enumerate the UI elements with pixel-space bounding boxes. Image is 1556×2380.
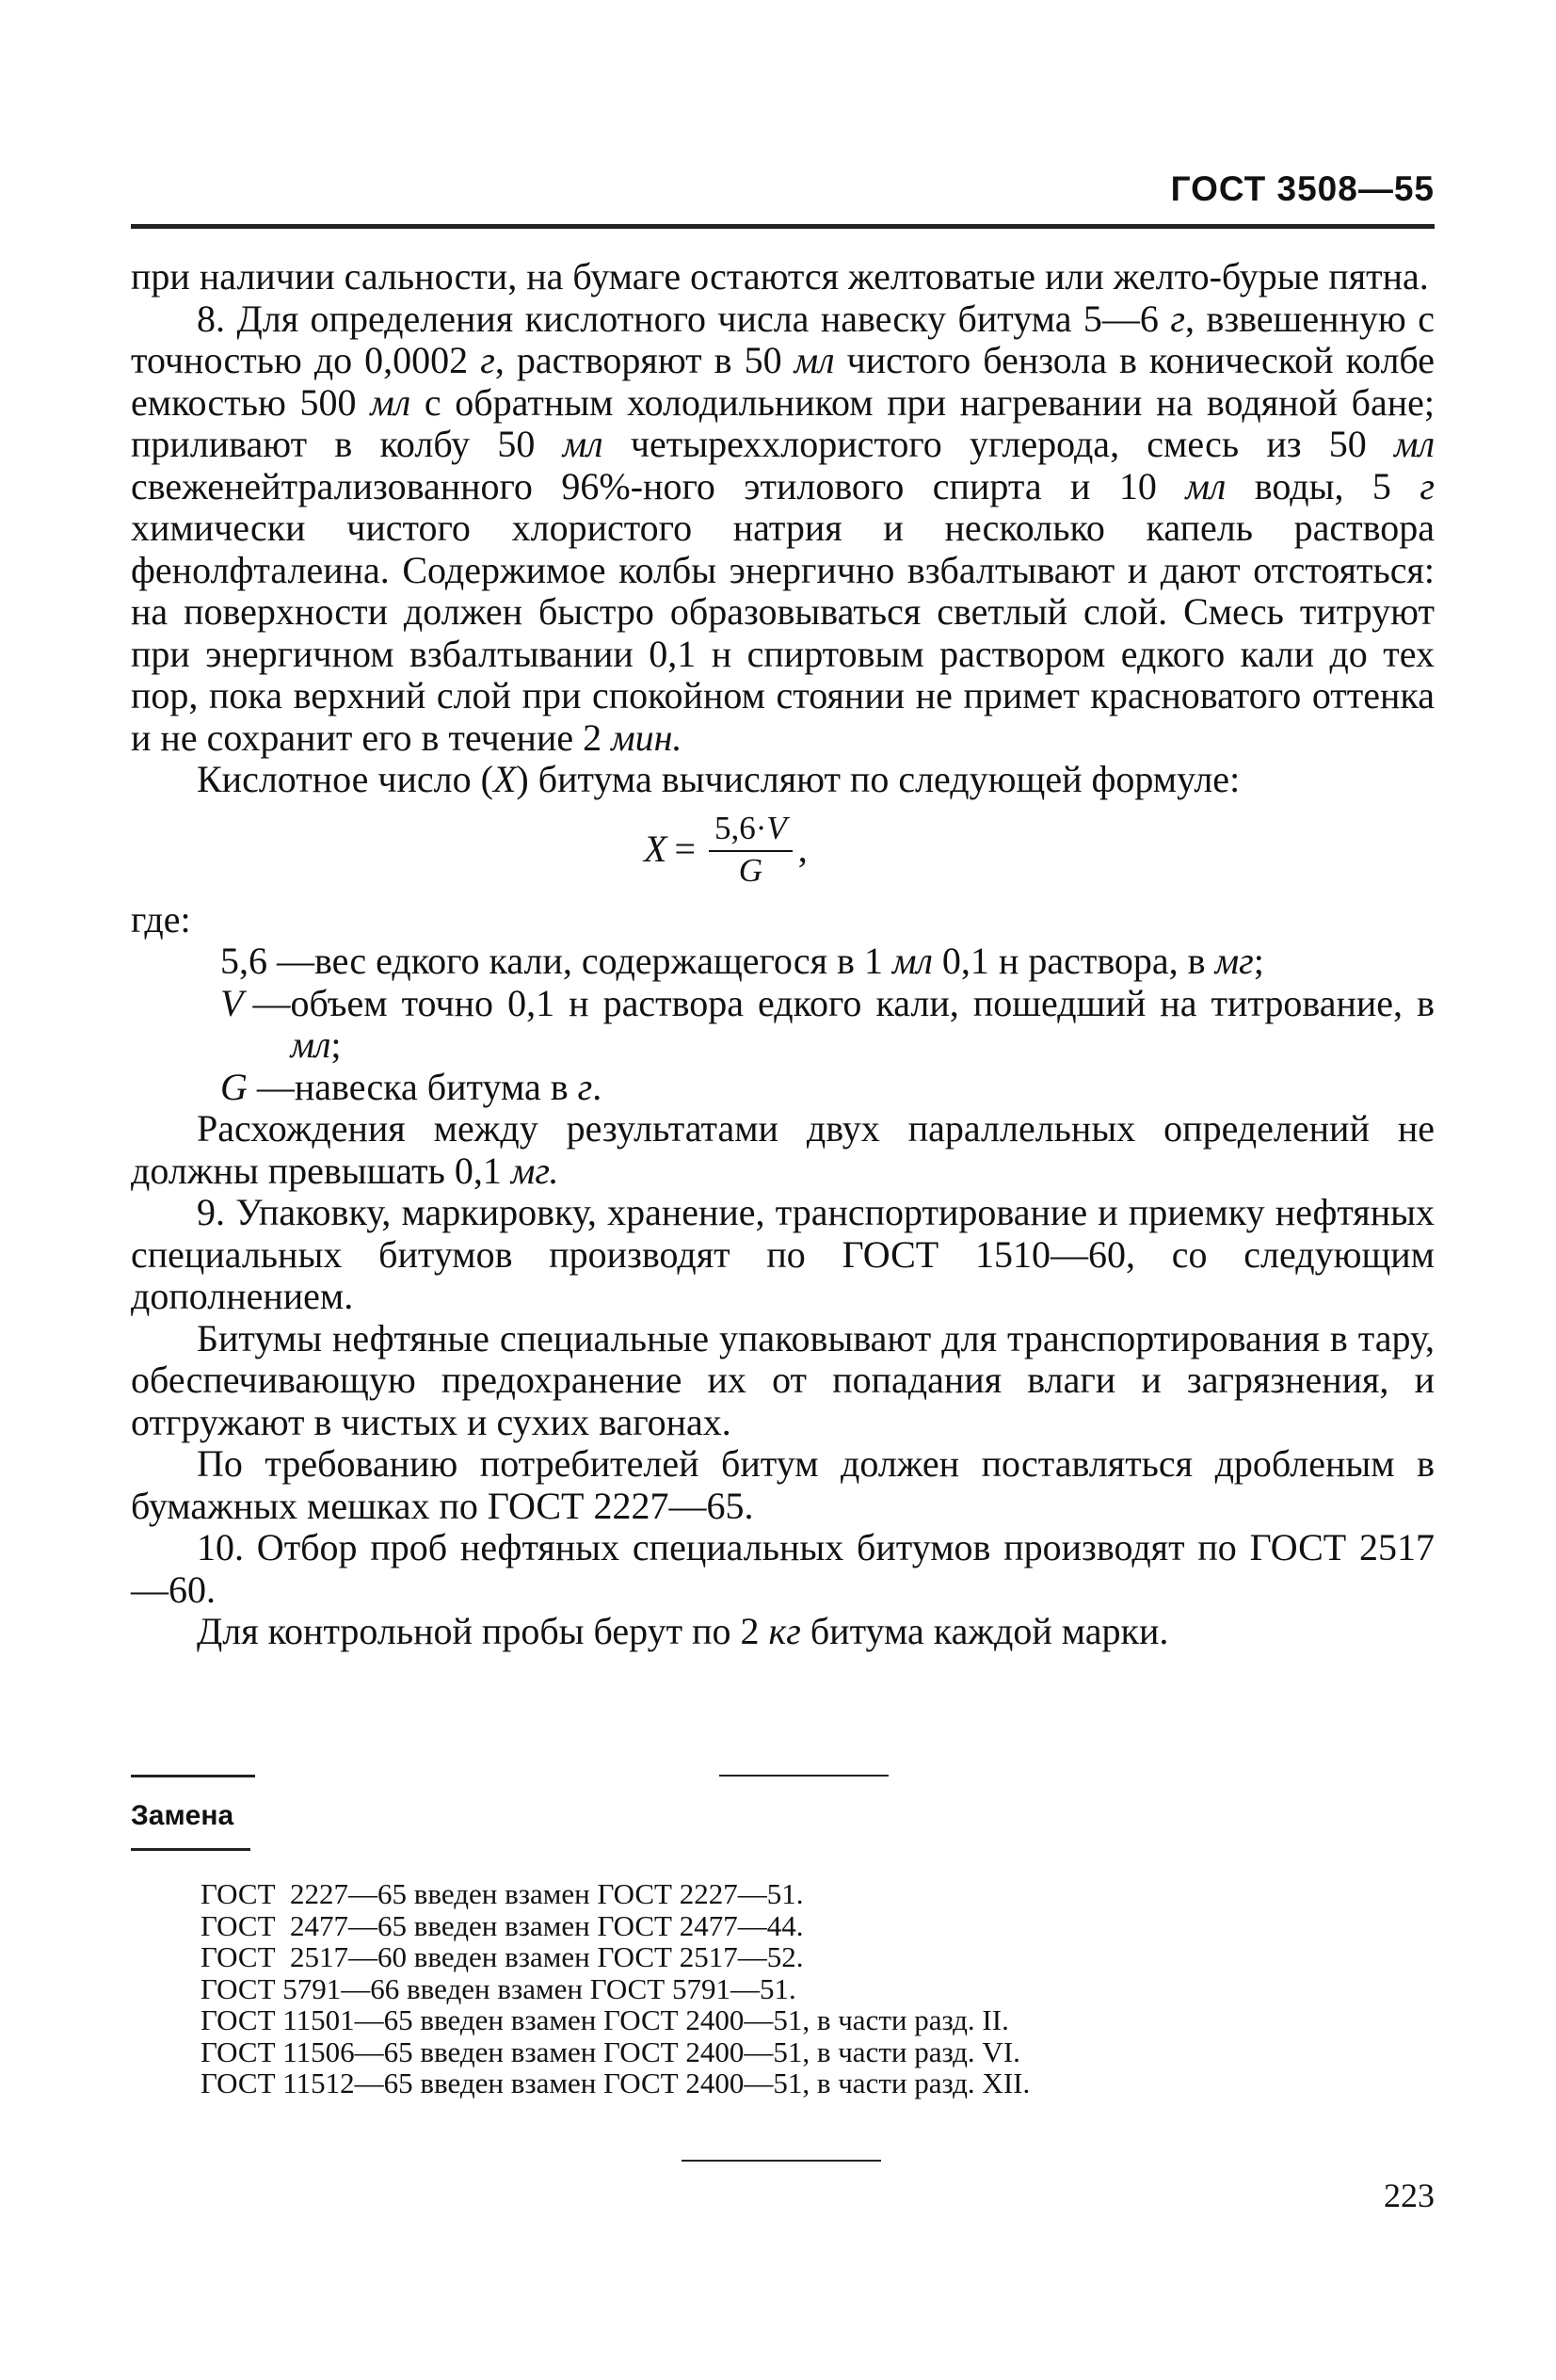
text-run: химически чистого хлористого натрия и несколько капель раствора фенолфталеина. Содержимое колбы энергично взбалтывают и дают отстояться: на поверхности должен быстро образовываться светлый слой. Смесь титруют при энергичном взбалтывании 0,1 н спиртовым раствором едкого кали до тех пор, пока верхний слой при спокойном стоянии не примет красноватого оттенка и не сохранит его в течение 2 <box>131 507 1435 759</box>
paragraph-item-10: 10. Отбор проб нефтяных специальных битумов производят по ГОСТ 2517—60. <box>131 1526 1435 1611</box>
main-text <box>131 256 1435 1653</box>
symbol-text: 5,6 <box>220 940 267 982</box>
definition-item <box>220 941 1435 983</box>
unit: мг <box>1214 940 1254 982</box>
unit: мл <box>562 423 603 465</box>
text-run: битума каждой марки. <box>800 1610 1169 1652</box>
page-number: 223 <box>1384 2177 1435 2214</box>
replacement-item: ГОСТ 5791—66 введен взамен ГОСТ 5791—51. <box>201 1971 796 2005</box>
text-run: , взвешенную с точностью до 0,0002 <box>131 297 1435 381</box>
definition-text <box>290 983 1435 1067</box>
dash: — <box>247 1065 295 1108</box>
text-run: 8. Для определения кислотного числа навеску битума 5—6 <box>197 297 1171 340</box>
formula-fraction <box>709 810 793 890</box>
paragraph-discrepancy <box>131 1108 1435 1192</box>
where-label: где: <box>131 897 191 941</box>
replacement-list <box>201 1878 1030 2099</box>
unit: мл <box>290 1023 331 1066</box>
formula-lhs: X <box>644 828 667 871</box>
text-run: 0,1 н раствора, в <box>932 940 1215 982</box>
footnote-heading: Замена <box>131 1800 234 1831</box>
definition-symbol <box>220 983 290 1025</box>
unit: г <box>1170 297 1185 340</box>
unit: г <box>480 339 495 381</box>
paragraph-formula-intro <box>131 759 1435 801</box>
symbol-text: V <box>220 981 244 1024</box>
text-run: Расхождения между результатами двух параллельных определений не должны превышать 0,1 <box>131 1107 1435 1192</box>
definitions-list <box>220 941 1435 1108</box>
text-run: объем точно 0,1 н раствора едкого кали, пошедший на титрование, в <box>290 981 1435 1024</box>
bottom-rule <box>682 2160 881 2162</box>
definition-item <box>220 983 1435 1067</box>
dash: — <box>243 981 291 1024</box>
paragraph-consumer-request: По требованию потребителей битум должен поставляться дробленым в бумажных мешках по ГОСТ 2227—65. <box>131 1442 1435 1527</box>
text-run: ; <box>1253 940 1264 982</box>
unit: мл <box>370 380 411 424</box>
unit: мин. <box>611 716 682 759</box>
unit: мл <box>891 940 933 982</box>
text-run: при наличии сальности, на бумаге остаются желтоватые или желто-бурые пятна. <box>131 255 1429 298</box>
symbol-text: G <box>220 1065 248 1108</box>
text-run: навеска битума в <box>294 1065 578 1108</box>
numerator-variable: V <box>766 810 787 846</box>
text-run: воды, 5 <box>1226 464 1420 507</box>
paragraph-item-8 <box>131 298 1435 760</box>
paragraph-packaging: Битумы нефтяные специальные упаковывают для транспортирования в тару, обеспечивающую предохранение их от попадания влаги и загрязнения, и отгружают в чистых и сухих вагонах. <box>131 1316 1435 1443</box>
unit: мл <box>1394 423 1436 465</box>
unit: мл <box>1185 464 1227 507</box>
paragraph-control-sample <box>131 1611 1435 1653</box>
unit: мл <box>794 339 835 381</box>
definition-item <box>220 1067 1435 1109</box>
text-run: вес едкого кали, содержащегося в 1 <box>314 940 892 982</box>
definition-symbol <box>220 1067 295 1109</box>
numerator-coefficient: 5,6· <box>714 810 767 846</box>
footnote-rule-left <box>131 1775 255 1777</box>
header-rule <box>131 224 1435 229</box>
text-run: ; <box>330 1023 342 1066</box>
text-run: четыреххлористого углерода, смесь из 50 <box>602 423 1395 465</box>
formula-block <box>131 801 1435 899</box>
definition-text <box>314 941 1435 983</box>
text-run: ) битума вычисляют по следующей формуле: <box>516 758 1241 800</box>
text-run: с обратным холодильником при нагревании на водяной бане; приливают в колбу 50 <box>131 380 1435 465</box>
definition-text <box>295 1067 1435 1109</box>
replacement-item: ГОСТ 2517—60 введен взамен ГОСТ 2517—52. <box>201 1940 804 1973</box>
text-run: свеженейтрализованного 96%-ного этилового спирта и 10 <box>131 464 1186 507</box>
footnote-rule-center <box>719 1775 889 1777</box>
fraction-numerator <box>709 810 793 852</box>
replacement-item: ГОСТ 2227—65 введен взамен ГОСТ 2227—51. <box>201 1877 804 1910</box>
formula-comma: , <box>797 828 808 871</box>
replacement-item: ГОСТ 11501—65 введен взамен ГОСТ 2400—51, в части разд. II. <box>201 2003 1009 2036</box>
replacement-item: ГОСТ 11512—65 введен взамен ГОСТ 2400—51, в части разд. XII. <box>201 2066 1031 2099</box>
formula-equals: = <box>674 828 696 871</box>
variable: X <box>492 758 517 800</box>
text-run: Кислотное число ( <box>197 758 493 800</box>
text-run: чистого бензола в конической колбе емкостью 500 <box>131 339 1435 424</box>
acid-number-formula <box>644 801 808 899</box>
footnote-heading-rule <box>131 1848 250 1851</box>
text-run: , растворяют в 50 <box>494 339 794 381</box>
text-run: Для контрольной пробы берут по 2 <box>197 1610 769 1652</box>
replacement-item: ГОСТ 11506—65 введен взамен ГОСТ 2400—51, в части разд. VI. <box>201 2034 1020 2068</box>
dash: — <box>267 940 314 982</box>
document-code: ГОСТ 3508—55 <box>1170 169 1435 208</box>
page-header <box>131 169 1435 226</box>
unit: г <box>577 1065 593 1108</box>
paragraph-continuation <box>131 256 1435 298</box>
replacement-item: ГОСТ 2477—65 введен взамен ГОСТ 2477—44. <box>201 1908 804 1942</box>
definition-symbol <box>220 941 314 983</box>
fraction-denominator: G <box>738 852 763 889</box>
unit: г <box>1420 464 1436 507</box>
unit: мг. <box>510 1149 559 1192</box>
text-run: . <box>592 1065 602 1108</box>
unit: кг <box>768 1610 801 1652</box>
paragraph-item-9: 9. Упаковку, маркировку, хранение, транспортирование и приемку нефтяных специальных битумов производят по ГОСТ 1510—60, со следующим дополнением. <box>131 1191 1435 1317</box>
